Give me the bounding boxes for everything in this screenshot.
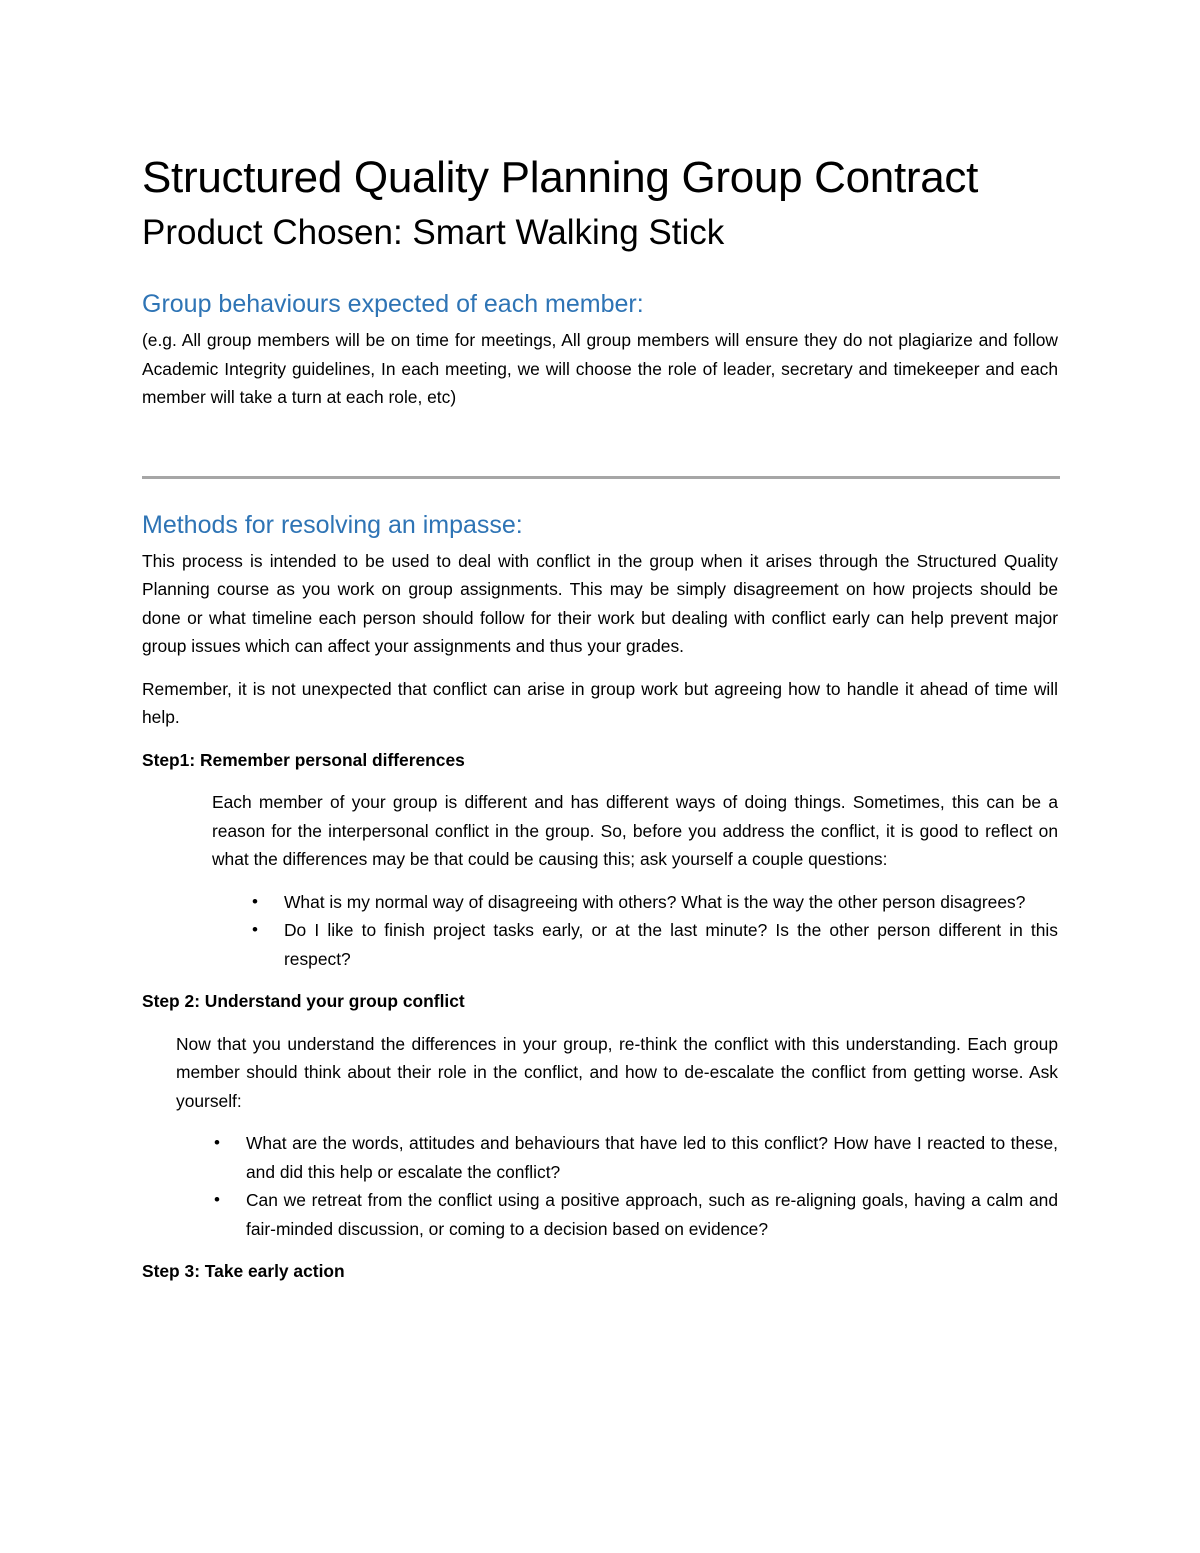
list-item [142, 916, 1058, 973]
step2-body: Now that you understand the differences in your group, re-think the conflict with this understanding. Each group member should think about their role in the conflict, and how to de-escalate the conflict from getting worse. Ask yourself: [176, 1033, 1058, 1111]
group-behaviours-example: (e.g. All group members will be on time for meetings, All group members will ensure they do not plagiarize and follow Academic Integrity guidelines, In each meeting, we will choose the role of leader, secretary and timekeeper and each member will take a turn at each role, etc) [142, 330, 1058, 407]
bullet-icon: • [252, 891, 258, 911]
list-item-text: What is my normal way of disagreeing with others? What is the way the other person disagrees? [284, 891, 1026, 912]
impasse-heading: Methods for resolving an impasse: [142, 510, 523, 539]
step1-title: Step1: Remember personal differences [142, 749, 465, 770]
step2-bullet-list [142, 1129, 1058, 1243]
document-page [142, 150, 1058, 1286]
impasse-intro: This process is intended to be used to deal with conflict in the group when it arises through the Structured Quality Planning course as you work on group assignments. This may be simply disagreement on how projects should be done or what timeline each person should follow for their work but dealing with conflict early can help prevent major group issues which can affect your assignments and thus your grades. [142, 550, 1058, 656]
bullet-icon: • [214, 1190, 220, 1209]
list-item-text: Do I like to finish project tasks early, or at the last minute? Is the other person different in this respect? [284, 920, 1058, 969]
step2-title: Step 2: Understand your group conflict [142, 991, 465, 1011]
list-item [142, 1186, 1058, 1243]
group-behaviours-heading: Group behaviours expected of each member: [142, 290, 644, 318]
section-divider [142, 476, 1060, 479]
bullet-icon: • [252, 920, 258, 939]
step1-body: Each member of your group is different and has different ways of doing things. Sometimes, this can be a reason for the interpersonal conflict in the group. So, before you address the conflict, it is good to reflect on what the differences may be that could be causing this; ask yourself a couple questions: [212, 792, 1058, 869]
list-item-text: What are the words, attitudes and behaviours that have led to this conflict? How have I reacted to these, and did this help or escalate the conflict? [246, 1133, 1058, 1182]
document-subtitle: Product Chosen: Smart Walking Stick [142, 213, 725, 252]
document-title: Structured Quality Planning Group Contract [142, 153, 979, 202]
list-item-text: Can we retreat from the conflict using a positive approach, such as re-aligning goals, having a calm and fair-minded discussion, or coming to a decision based on evidence? [246, 1190, 1058, 1239]
step1-bullet-list [142, 888, 1058, 974]
impasse-reminder: Remember, it is not unexpected that conflict can arise in group work but agreeing how to handle it ahead of time will help. [142, 678, 1058, 727]
list-item [142, 1129, 1058, 1186]
list-item [142, 888, 1058, 917]
bullet-icon: • [214, 1133, 220, 1152]
step3-title: Step 3: Take early action [142, 1261, 345, 1281]
